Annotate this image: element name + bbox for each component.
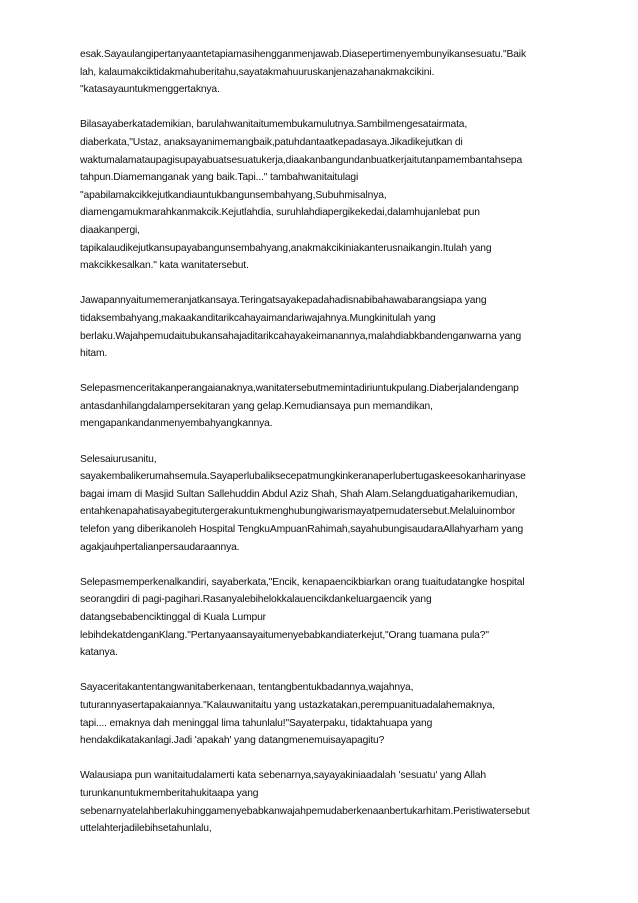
text-line: agakjauhpertalianpersaudaraannya. xyxy=(80,541,240,553)
text-line: tuturannyasertapakaiannya."Kalauwanitaitu yang ustazkatakan,perempuanituadalahemaknya, xyxy=(80,699,495,711)
text-line: Jawapannyaitumemeranjatkansaya.Teringatsayakepadahadisnabibahawabarangsiapa yang xyxy=(80,295,487,307)
text-line: bagai imam di Masjid Sultan Sallehuddin Abdul Aziz Shah, Shah Alam.Selangduatigaharikemudian, xyxy=(80,488,518,500)
text-line: Walausiapa pun wanitaitudalamerti kata sebenarnya,sayayakiniaadalah 'sesuatu' yang Allah xyxy=(80,770,486,782)
paragraph xyxy=(80,292,562,362)
text-line: Selesaiurusanitu, xyxy=(80,453,157,465)
text-line: katanya. xyxy=(80,647,118,659)
text-line: uttelahterjadilebihsetahunlalu, xyxy=(80,823,212,835)
text-line: "katasayauntukmenggertaknya. xyxy=(80,84,220,96)
text-line: Bilasayaberkatademikian, barulahwanitaitumembukamulutnya.Sambilmengesatairmata, xyxy=(80,119,468,131)
text-line: sayakembalikerumahsemula.Sayaperlubaliksecepatmungkinkeranaperlubertugaskeesokanharinyase xyxy=(80,471,526,483)
text-line: hitam. xyxy=(80,348,108,360)
text-line: "apabilamakcikkejutkandiauntukbangunsembahyang,Subuhmisalnya, xyxy=(80,189,387,201)
paragraph xyxy=(80,451,562,557)
text-line: makcikkesalkan." kata wanitatersebut. xyxy=(80,260,249,272)
text-line: tahpun.Diamemanganak yang baik.Tapi..." tambahwanitaitulagi xyxy=(80,172,359,184)
text-line: entahkenapahatisayabegitutergerakuntukmenghubungiwarismayatpemudatersebut.Melaluinombor xyxy=(80,506,516,518)
text-line: antasdanhilangdalampersekitaran yang gelap.Kemudiansaya pun memandikan, xyxy=(80,400,433,412)
text-line: lebihdekatdenganKlang."Pertanyaansayaitumenyebabkandiaterkejut,"Orang tuamana pula?" xyxy=(80,629,489,641)
text-line: Selepasmemperkenalkandiri, sayaberkata,"Encik, kenapaencikbiarkan orang tuaitudatangke hospital xyxy=(80,576,525,588)
text-line: mengapankandanmenyembahyangkannya. xyxy=(80,418,273,430)
text-line: lah, kalaumakciktidakmahuberitahu,sayatakmahuuruskanjenazahanakmakcikini. xyxy=(80,66,435,78)
text-line: sebenarnyatelahberlakuhinggamenyebabkanwajahpemudaberkenaanbertukarhitam.Peristiwatersebut xyxy=(80,805,530,817)
text-line: seorangdiri di pagi-pagihari.Rasanyalebihelokkalauencikdankeluargaencik yang xyxy=(80,594,432,606)
text-line: turunkanuntukmemberitahukitaapa yang xyxy=(80,787,259,799)
text-line: datangsebabenciktinggal di Kuala Lumpur xyxy=(80,612,266,623)
text-line: tapi.... emaknya dah meninggal lima tahunlalu!"Sayaterpaku, tidaktahuapa yang xyxy=(80,717,433,729)
document-body xyxy=(80,46,562,855)
text-line: waktumalamataupagisupayabuatsesuatukerja,diaakanbangundanbuatkerjaitutanpamembantahsepa xyxy=(80,154,523,166)
text-line: berlaku.Wajahpemudaitubukansahajaditarikcahayakeimanannya,malahdiabkbandenganwarna yang xyxy=(80,330,522,342)
text-line: telefon yang diberikanoleh Hospital TengkuAmpuanRahimah,sayahubungisaudaraAllahyarham yang xyxy=(80,524,524,536)
text-line: hendakdikatakanlagi.Jadi 'apakah' yang datangmenemuisayapagitu? xyxy=(80,735,385,747)
paragraph xyxy=(80,767,562,837)
paragraph xyxy=(80,380,562,433)
text-line: Selepasmenceritakanperangaianaknya,wanitatersebutmemintadiriuntukpulang.Diaberjalandenganp xyxy=(80,383,519,395)
paragraph xyxy=(80,116,562,274)
paragraph xyxy=(80,574,562,662)
text-line: Sayaceritakantentangwanitaberkenaan, tentangbentukbadannya,wajahnya, xyxy=(80,682,414,694)
text-line: diaberkata,"Ustaz, anaksayanimemangbaik,patuhdantaatkepadasaya.Jikadikejutkan di xyxy=(80,136,463,148)
text-line: esak.Sayaulangipertanyaantetapiamasihengganmenjawab.Diasepertimenyembunyikansesuatu."Baik xyxy=(80,49,526,60)
text-line: tapikalaudikejutkansupayabangunsembahyang,anakmakcikiniakanterusnaikangin.Itulah yang xyxy=(80,242,492,254)
paragraph xyxy=(80,46,562,99)
text-line: diamengamukmarahkanmakcik.Kejutlahdia, suruhlahdiapergikekedai,dalamhujanlebat pun xyxy=(80,207,480,219)
text-line: tidaksembahyang,makaakanditarikcahayaimandariwajahnya.Mungkinitulah yang xyxy=(80,312,436,324)
paragraph xyxy=(80,679,562,749)
text-line: diaakanpergi, xyxy=(80,224,140,236)
